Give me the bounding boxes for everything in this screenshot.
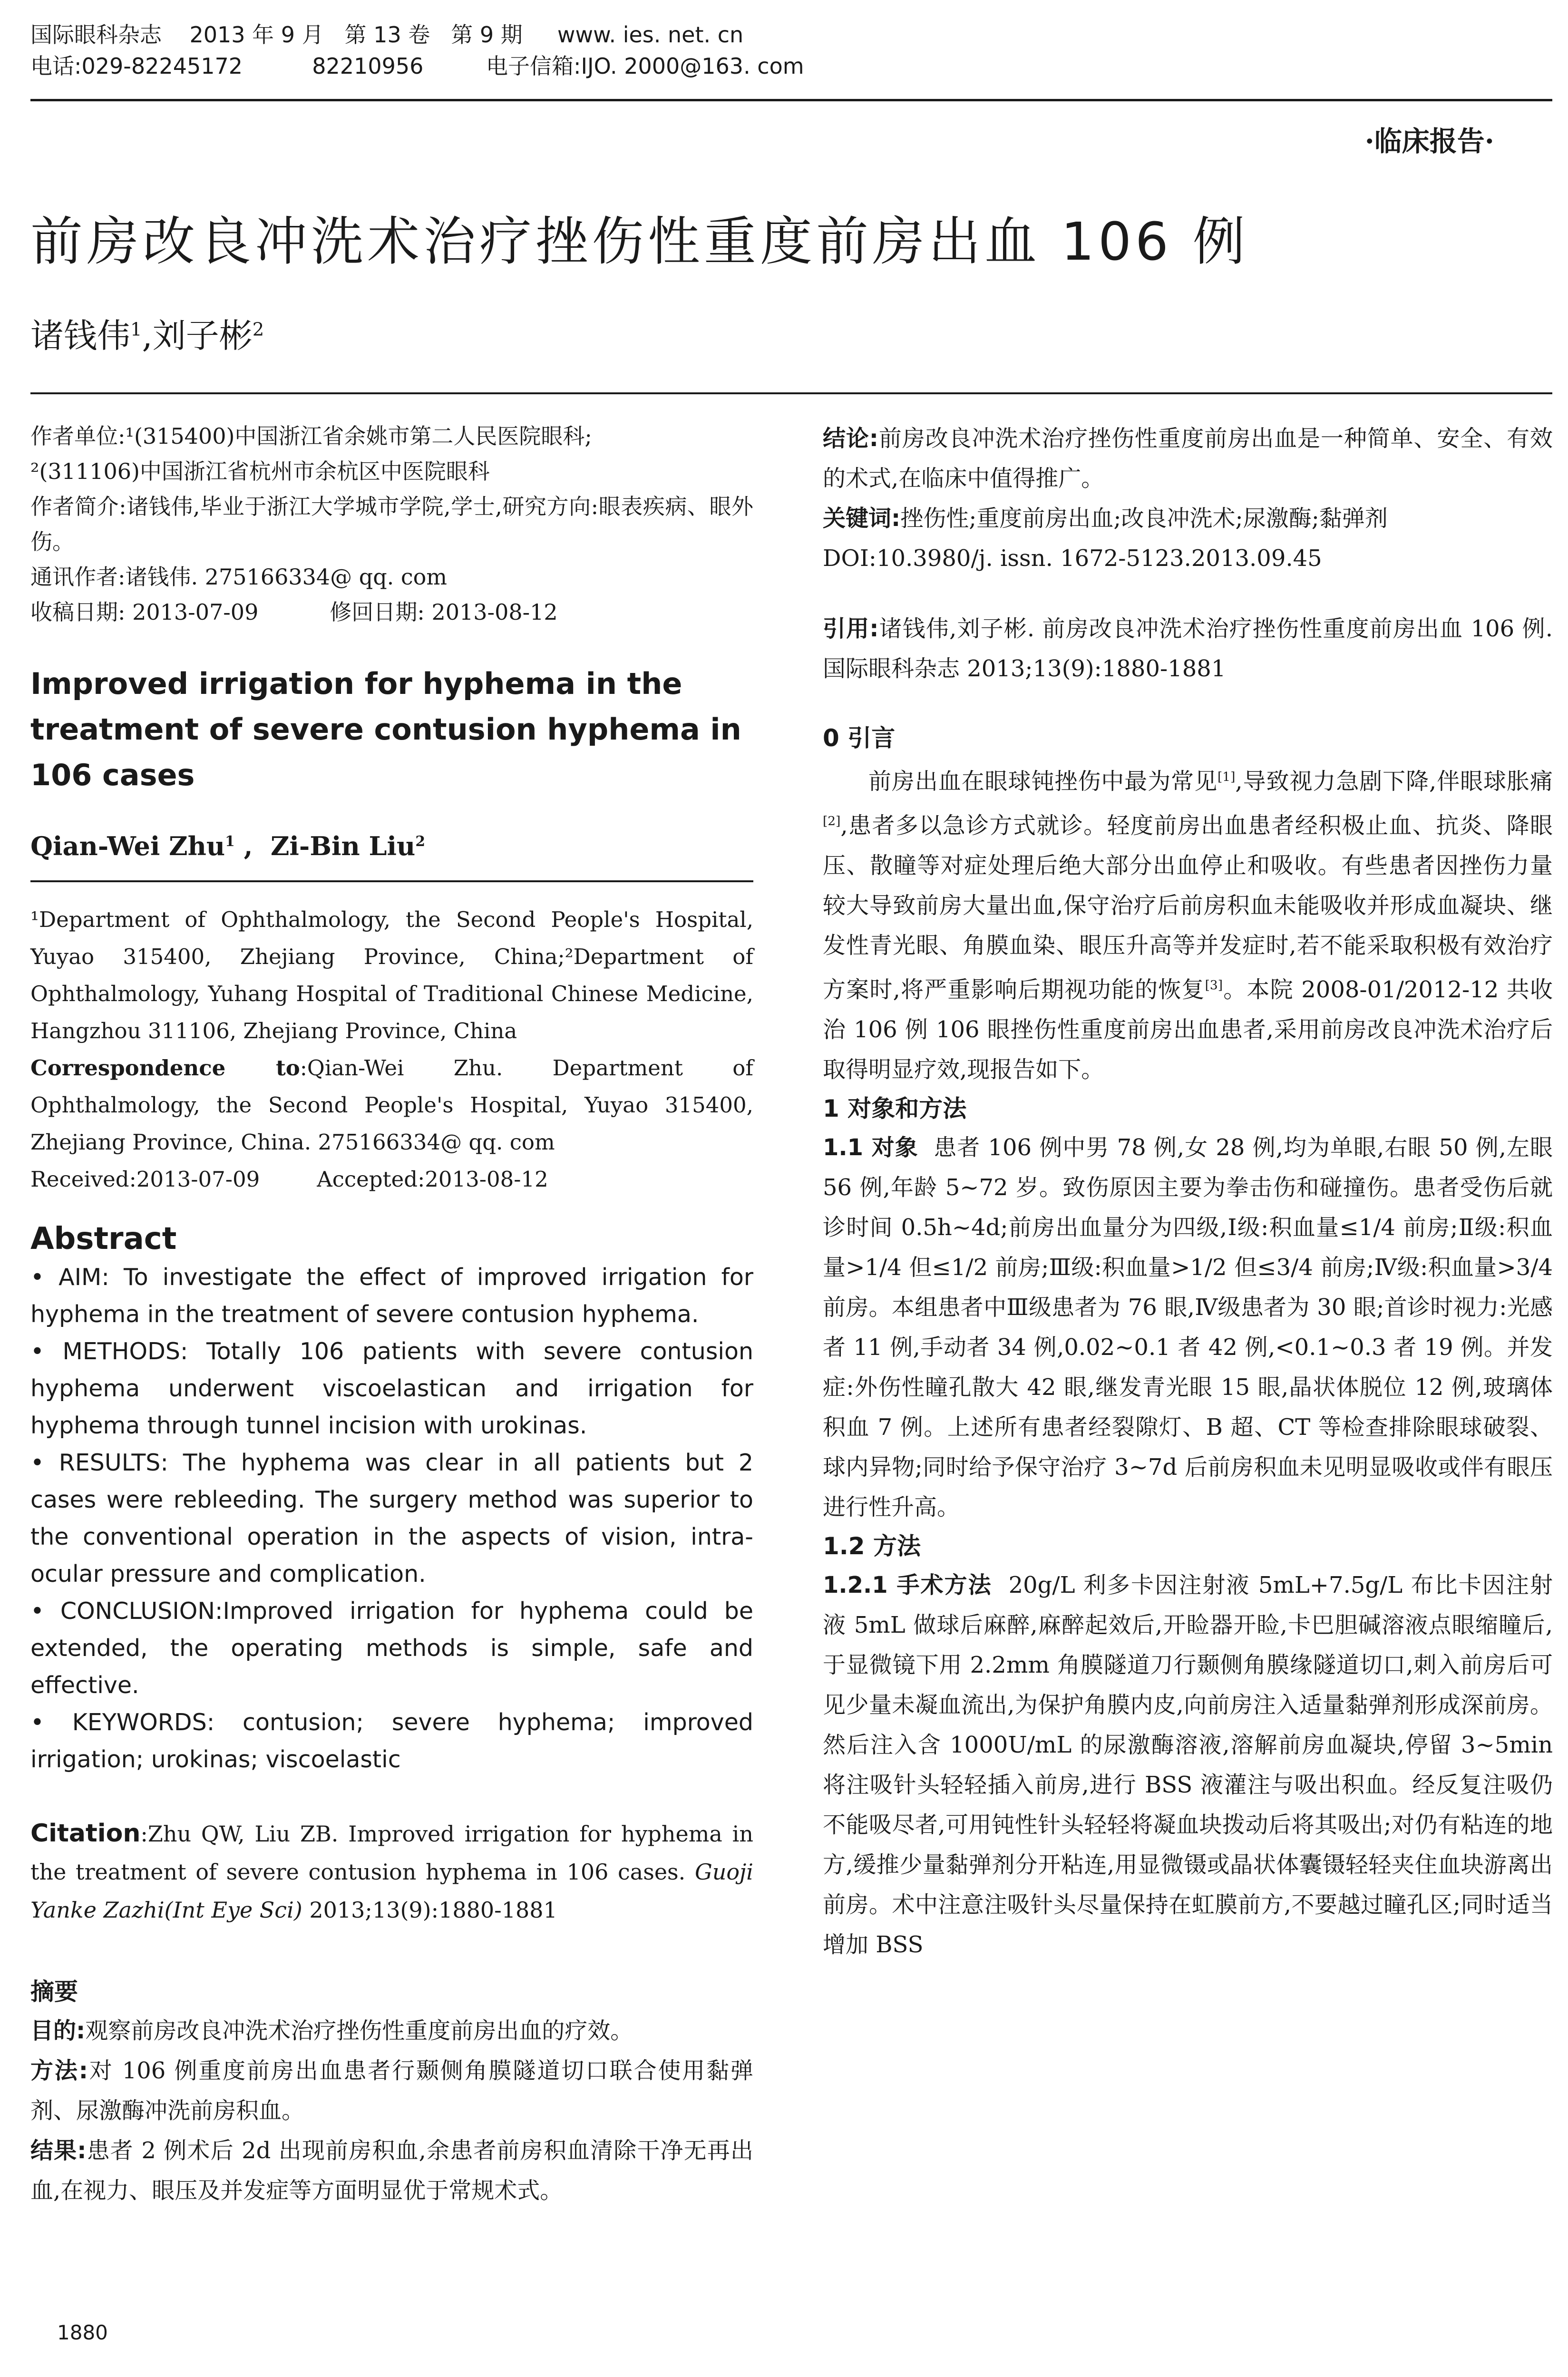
intro-text-2: ,导致视力急剧下降,伴眼球胀痛: [1235, 768, 1553, 795]
citation-cn: [823, 609, 1553, 689]
intro-text-1: 前房出血在眼球钝挫伤中最为常见: [868, 768, 1217, 795]
citation-en-text: :Zhu QW, Liu ZB. Improved irrigation for hyphema in the treatment of severe contusion hyphema in 106 cases.: [30, 1821, 753, 1885]
received-date-cn: 收稿日期: 2013-07-09: [30, 599, 259, 625]
english-title: Improved irrigation for hyphema in the treatment of severe contusion hyphema in 106 cases: [30, 666, 741, 792]
author-bio-cn: 作者简介:诸钱伟,毕业于浙江大学城市学院,学士,研究方向:眼表疾病、眼外伤。: [30, 494, 753, 555]
author-2-en: Zi-Bin Liu: [271, 831, 416, 861]
affiliation-1-cn: 作者单位:¹(315400)中国浙江省余姚市第二人民医院眼科;: [30, 423, 592, 449]
abstract-results: • RESULTS: The hyphema was clear in all patients but 2 cases were rebleeding. The surgery method was superior to the conventional operation in the aspects of vision, intra-ocular pressure and complication.: [30, 1449, 753, 1588]
affiliation-2-cn: ²(311106)中国浙江省杭州市余杭区中医院眼科: [30, 458, 490, 484]
title-rule: [30, 392, 1552, 394]
author-1-en-sup: 1: [225, 833, 235, 850]
abstract-cn-keywords: [823, 498, 1553, 538]
english-affiliation: ¹Department of Ophthalmology, the Second People's Hospital, Yuyao 315400, Zhejiang Province, China;²Department of Ophthalmology, Yuhang Hospital of Traditional Chinese Medicine, Hangzhou 311106, Zhejiang Province, China: [30, 907, 753, 1043]
surgery-paragraph: [823, 1565, 1560, 1965]
subjects-paragraph: [823, 1128, 1560, 1527]
abstract-conclusion: • CONCLUSION:Improved irrigation for hyphema could be extended, the operating methods is simple, safe and effective.: [30, 1598, 753, 1699]
subjects-label: 1.1 对象: [823, 1134, 918, 1161]
doi: DOI:10.3980/j. issn. 1672-5123.2013.09.45: [823, 545, 1322, 572]
abstract-cn: [30, 1973, 753, 2211]
citation-cn-text: 诸钱伟,刘子彬. 前房改良冲洗术治疗挫伤性重度前房出血 106 例. 国际眼科杂志 2013;13(9):1880-1881: [823, 615, 1553, 682]
abstract-cn-heading: 摘要: [30, 1978, 78, 2006]
result-label: 结果:: [30, 2137, 87, 2164]
page-number: 1880: [57, 2321, 108, 2344]
methods-section: [823, 1090, 1560, 1965]
english-correspondence: [30, 1050, 753, 1161]
english-author-info: [30, 901, 753, 1198]
conclusion-label: 结论:: [823, 425, 878, 452]
author-1-cn: 诸钱伟: [30, 316, 130, 355]
keywords-label: 关键词:: [823, 505, 901, 532]
method-subheading: 1.2 方法: [823, 1532, 921, 1560]
left-column: [30, 419, 753, 2211]
conclusion-text: 前房改良冲洗术治疗挫伤性重度前房出血是一种简单、安全、有效的术式,在临床中值得推广。: [823, 425, 1553, 492]
result-text: 患者 2 例术后 2d 出现前房积血,余患者前房积血清除干净无再出血,在视力、眼压及并发症等方面明显优于常规术式。: [30, 2137, 753, 2204]
reference-2[interactable]: [2]: [823, 814, 841, 828]
authors-cn: [30, 309, 264, 357]
subjects-text: 患者 106 例中男 78 例,女 28 例,均为单眼,右眼 50 例,左眼 56 例,年龄 5~72 岁。致伤原因主要为拳击伤和碰撞伤。患者受伤后就诊时间 0.5h~4d;前房出血量分为四级,Ⅰ级:积血量≤1/4 前房;Ⅱ级:积血量>1/4 但≤1/2 前房;Ⅲ级:积血量>1/2 但≤3/4 前房;Ⅳ级:积血量>3/4 前房。本组患者中Ⅲ级患者为 76 眼,Ⅳ级患者为 30 眼;首诊时视力:光感者 11 例,手动者 34 例,0.02~0.1 者 42 例,<0.1~0.3 者 19 例。并发症:外伤性瞳孔散大 42 眼,继发青光眼 15 眼,晶状体脱位 12 例,玻璃体积血 7 例。上述所有患者经裂隙灯、B 超、CT 等检查排除眼球破裂、球内异物;同时给予保守治疗 3~7d 后前房积血未见明显吸收或伴有眼压进行性升高。: [823, 1134, 1560, 1520]
introduction-heading: 0 引言: [823, 724, 896, 752]
method-text: 对 106 例重度前房出血患者行颞侧角膜隧道切口联合使用黏弹剂、尿激酶冲洗前房积血。: [30, 2057, 753, 2124]
introduction-section: [823, 719, 1553, 1090]
reference-1[interactable]: [1]: [1217, 770, 1236, 784]
reference-3[interactable]: [3]: [1205, 978, 1223, 993]
author-2-cn: 刘子彬: [152, 316, 253, 355]
author-rule: [30, 880, 753, 882]
running-header: [30, 19, 1552, 82]
author-1-en: Qian-Wei Zhu: [30, 831, 225, 861]
surgery-text: 20g/L 利多卡因注射液 5mL+7.5g/L 布比卡因注射液 5mL 做球后麻醉,麻醉起效后,开睑器开睑,卡巴胆碱溶液点眼缩瞳后,于显微镜下用 2.2mm 角膜隧道刀行颞侧角膜缘隧道切口,刺入前房后可见少量未凝血流出,为保护角膜内皮,向前房注入适量黏弹剂形成深前房。然后注入含 1000U/mL 的尿激酶溶液,溶解前房血凝块,停留 3~5min 将注吸针头轻轻插入前房,进行 BSS 液灌注与吸出积血。经反复注吸仍不能吸尽者,可用钝性针头轻轻将凝血块拨动后将其吸出;对仍有粘连的地方,缓推少量黏弹剂分开粘连,用显微镊或晶状体囊镊轻轻夹住血块游离出前房。术中注意注吸针头尽量保持在虹膜前方,不要越过瞳孔区;同时适当增加 BSS: [823, 1572, 1560, 1958]
citation-en-journal: Guoji Yanke Zazhi(Int Eye Sci): [30, 1859, 753, 1923]
english-dates: [30, 1161, 753, 1198]
correspondence-text: :Qian-Wei Zhu. Department of Ophthalmology, the Second People's Hospital, Yuyao 315400, Zhejiang Province, China. 275166334@ qq. com: [30, 1055, 754, 1155]
abstract-cn-result: [30, 2131, 753, 2211]
citation-en-label: Citation: [30, 1819, 141, 1848]
correspondence-cn: 通讯作者:诸钱伟. 275166334@ qq. com: [30, 564, 447, 590]
abstract-heading: Abstract: [30, 1221, 177, 1257]
introduction-paragraph: [823, 757, 1553, 1090]
revised-date-cn: 修回日期: 2013-08-12: [330, 599, 558, 625]
column-label: ·临床报告·: [1364, 125, 1494, 157]
author-1-sup: 1: [130, 319, 142, 341]
author-separator: ,: [142, 316, 153, 355]
header-journal-line: 国际眼科杂志 2013 年 9 月 第 13 卷 第 9 期 www. ies. net. cn: [30, 22, 744, 48]
english-authors: [30, 823, 753, 865]
method-label: 方法:: [30, 2057, 88, 2084]
purpose-label: 目的:: [30, 2017, 86, 2044]
accepted-date-en: Accepted:2013-08-12: [317, 1167, 548, 1192]
right-column: [823, 419, 1560, 1965]
intro-text-4: 。本院 2008-01/2012-12 共收治 106 例 106 眼挫伤性重度前房出血患者,采用前房改良冲洗术治疗后取得明显疗效,现报告如下。: [823, 976, 1553, 1083]
abstract-methods: • METHODS: Totally 106 patients with severe contusion hyphema underwent viscoelastican and irrigation for hyphema through tunnel incision with urokinas.: [30, 1338, 753, 1439]
surgery-label: 1.2.1 手术方法: [823, 1572, 992, 1598]
intro-text-3: ,患者多以急诊方式就诊。轻度前房出血患者经积极止血、抗炎、降眼压、散瞳等对症处理后绝大部分出血停止和吸收。有些患者因挫伤力量较大导致前房大量出血,保守治疗后前房积血未能吸收并形成血凝块、继发性青光眼、角膜血染、眼压升高等并发症时,若不能采取积极有效治疗方案时,将严重影响后期视功能的恢复: [823, 812, 1553, 1003]
abstract-en: [30, 1219, 753, 1778]
author-en-separator: ,: [234, 831, 271, 861]
author-2-en-sup: 2: [415, 833, 425, 850]
dates-cn: [30, 594, 753, 630]
citation-en-tail: 2013;13(9):1880-1881: [302, 1897, 557, 1923]
citation-en: [30, 1814, 753, 1929]
header-contact-line: 电话:029-82245172 82210956 电子信箱:IJO. 2000@163. com: [30, 53, 804, 79]
article-title: 前房改良冲洗术治疗挫伤性重度前房出血 106 例: [30, 211, 1249, 272]
abstract-aim: • AIM: To investigate the effect of improved irrigation for hyphema in the treatment of severe contusion hyphema.: [30, 1264, 753, 1328]
author-info-cn: [30, 419, 753, 630]
abstract-cn-conclusion: [823, 419, 1553, 498]
methods-heading: 1 对象和方法: [823, 1095, 967, 1122]
abstract-cn-continued: [823, 419, 1553, 578]
received-date-en: Received:2013-07-09: [30, 1167, 260, 1192]
purpose-text: 观察前房改良冲洗术治疗挫伤性重度前房出血的疗效。: [85, 2017, 633, 2044]
author-2-sup: 2: [252, 319, 264, 341]
citation-cn-label: 引用:: [823, 615, 879, 642]
abstract-keywords: • KEYWORDS: contusion; severe hyphema; improved irrigation; urokinas; viscoelastic: [30, 1709, 753, 1773]
abstract-cn-method: [30, 2051, 753, 2131]
correspondence-label: Correspondence to: [30, 1055, 300, 1081]
abstract-cn-purpose: [30, 2011, 753, 2051]
header-rule: [30, 99, 1552, 101]
keywords-text: 挫伤性;重度前房出血;改良冲洗术;尿激酶;黏弹剂: [900, 505, 1388, 532]
